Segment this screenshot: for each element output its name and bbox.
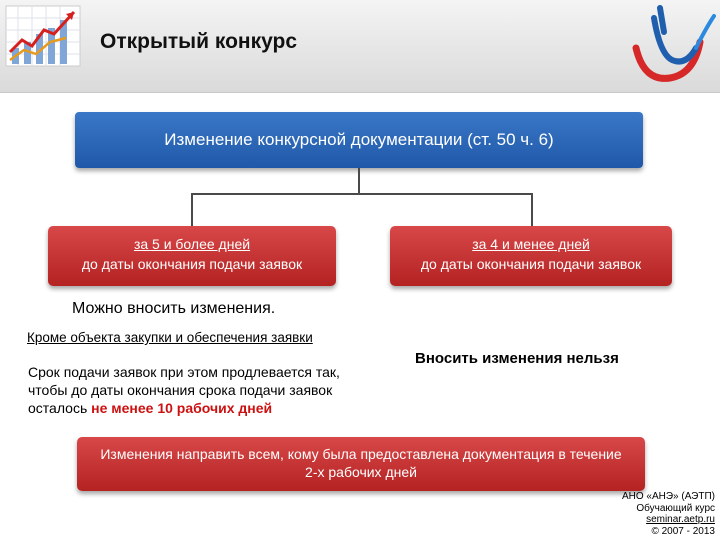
can-change-text: Можно вносить изменения. (72, 300, 276, 317)
footer-course: Обучающий курс (636, 502, 715, 514)
five-or-more-days-box (48, 226, 336, 286)
main-topic-text: Изменение конкурсной документации (ст. 50 ч. 6) (164, 130, 554, 149)
five-or-more-days-subtitle: до даты окончания подачи заявок (81, 256, 303, 272)
growth-chart-icon (4, 4, 82, 68)
five-or-more-days-title: за 5 и более дней (133, 236, 251, 252)
connector-line-right (531, 193, 533, 226)
footer-link[interactable]: seminar.aetp.ru (646, 514, 715, 525)
deadline-text (28, 363, 368, 417)
main-topic-box (75, 112, 643, 168)
four-or-less-days-title: за 4 и менее дней (472, 236, 590, 252)
deadline-main-text: Срок подачи заявок при этом продлевается так, чтобы до даты окончания срока подачи заявок осталось (28, 364, 340, 416)
footer-credits (622, 491, 715, 537)
page-title: Открытый конкурс (100, 30, 298, 53)
except-text: Кроме объекта закупки и обеспечения заявки (27, 330, 313, 345)
connector-line-vertical-top (358, 168, 360, 194)
four-or-less-days-box (390, 226, 672, 286)
four-or-less-days-subtitle: до даты окончания подачи заявок (420, 256, 642, 272)
footer-copyright: © 2007 - 2013 (651, 525, 715, 537)
connector-line-left (191, 193, 193, 226)
header-bar (0, 0, 720, 93)
connector-line-horizontal (191, 193, 533, 195)
deadline-highlight: не менее 10 рабочих дней (91, 400, 273, 416)
footer-org: АНО «АНЭ» (АЭТП) (621, 491, 715, 502)
notify-all-text: Изменения направить всем, кому была предоставлена документация в течение 2-х рабочих дней (100, 446, 622, 480)
aetp-swoosh-logo (630, 4, 716, 88)
cannot-change-text: Вносить изменения нельзя (415, 350, 619, 367)
notify-all-box (77, 437, 645, 491)
